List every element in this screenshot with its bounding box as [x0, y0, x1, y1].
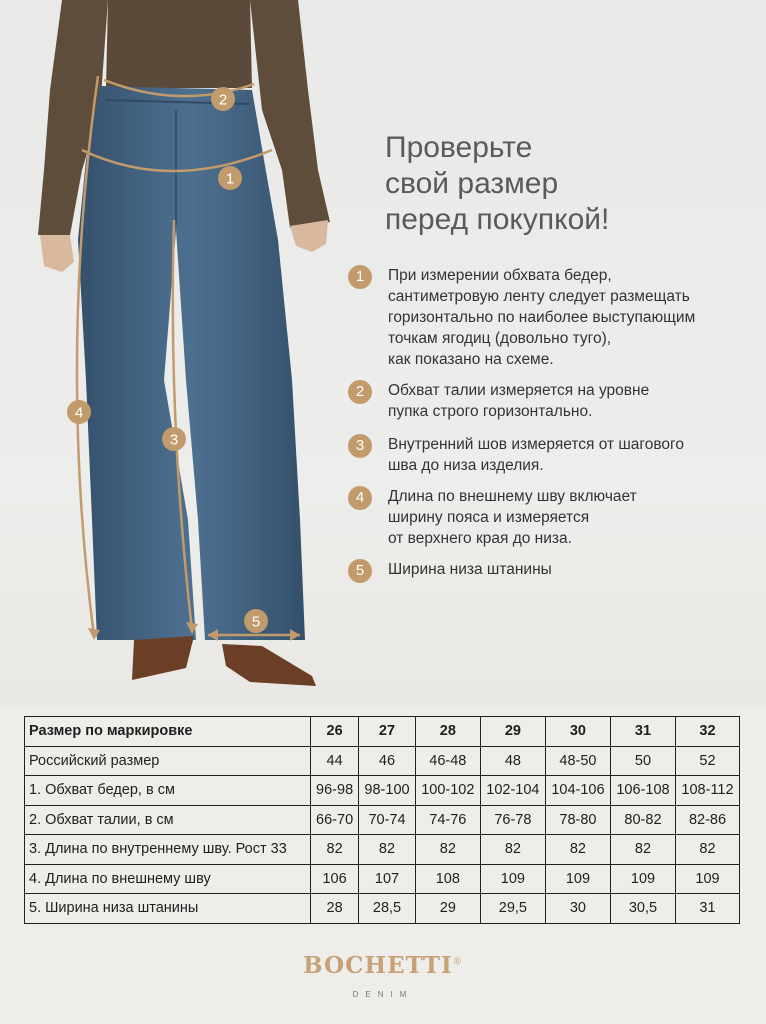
- marker-4: 4: [74, 404, 84, 422]
- table-row: [25, 835, 740, 865]
- note-number: 3: [348, 434, 372, 458]
- table-header-row: [25, 717, 740, 747]
- table-cell: 28: [311, 894, 359, 924]
- marker-3: 3: [169, 431, 179, 449]
- table-cell: 108-112: [676, 776, 740, 806]
- table-row: [25, 805, 740, 835]
- marker-2: 2: [218, 91, 228, 109]
- table-cell: 109: [676, 864, 740, 894]
- table-cell: 109: [480, 864, 545, 894]
- table-cell: 46: [359, 746, 416, 776]
- note-text: Ширина низа штанины: [388, 561, 552, 578]
- note-text: Длина по внешнему шву включает ширину пояса и измеряется от верхнего края до низа.: [388, 488, 637, 547]
- note-4: [348, 486, 758, 549]
- sweater: [106, 0, 252, 88]
- table-header-cell: 31: [610, 717, 675, 747]
- table-cell: 74-76: [415, 805, 480, 835]
- note-1: [348, 265, 758, 370]
- table-cell: 5. Ширина низа штанины: [25, 894, 311, 924]
- table-cell: 106-108: [610, 776, 675, 806]
- table-cell: 100-102: [415, 776, 480, 806]
- table-cell: 66-70: [311, 805, 359, 835]
- table-cell: 108: [415, 864, 480, 894]
- table-header-cell: 28: [415, 717, 480, 747]
- note-5: [348, 559, 758, 583]
- table-cell: 82: [480, 835, 545, 865]
- marker-5: 5: [251, 613, 261, 631]
- table-row: [25, 864, 740, 894]
- registered-mark: ®: [452, 957, 463, 968]
- measurement-notes: [348, 265, 758, 583]
- table-header-cell: 27: [359, 717, 416, 747]
- table-cell: 44: [311, 746, 359, 776]
- note-number: 4: [348, 486, 372, 510]
- table-header-cell: 32: [676, 717, 740, 747]
- headline-line-2: свой размер: [385, 167, 559, 200]
- table-row: [25, 746, 740, 776]
- table-cell: 82: [311, 835, 359, 865]
- table-cell: Российский размер: [25, 746, 311, 776]
- table-cell: 1. Обхват бедер, в см: [25, 776, 311, 806]
- brand-name: BOCHETTI: [303, 952, 453, 979]
- note-text: Внутренний шов измеряется от шагового шва до низа изделия.: [388, 436, 684, 474]
- table-cell: 29,5: [480, 894, 545, 924]
- note-number: 5: [348, 559, 372, 583]
- table-header-cell: Размер по маркировке: [25, 717, 311, 747]
- table-cell: 2. Обхват талии, в см: [25, 805, 311, 835]
- table-cell: 80-82: [610, 805, 675, 835]
- table-cell: 82: [545, 835, 610, 865]
- table-cell: 30,5: [610, 894, 675, 924]
- table-cell: 3. Длина по внутреннему шву. Рост 33: [25, 835, 311, 865]
- brand-subtitle: DENIM: [352, 990, 414, 999]
- table-cell: 82: [359, 835, 416, 865]
- table-cell: 82: [610, 835, 675, 865]
- note-text: При измерении обхвата бедер, сантиметровую ленту следует размещать горизонтально по наиболее выступающим точкам ягодиц (довольно туго), как показано на схеме.: [388, 267, 696, 368]
- table-cell: 46-48: [415, 746, 480, 776]
- table-cell: 52: [676, 746, 740, 776]
- table-cell: 82: [676, 835, 740, 865]
- note-text: Обхват талии измеряется на уровне пупка строго горизонтально.: [388, 382, 650, 420]
- table-cell: 98-100: [359, 776, 416, 806]
- table-cell: 31: [676, 894, 740, 924]
- headline-line-3: перед покупкой!: [385, 203, 610, 236]
- table-cell: 107: [359, 864, 416, 894]
- brand-logo: [0, 952, 766, 979]
- headline: [385, 130, 609, 238]
- left-boot: [132, 636, 194, 680]
- marker-1: 1: [225, 170, 235, 188]
- size-table: [24, 716, 740, 924]
- table-cell: 106: [311, 864, 359, 894]
- table-cell: 102-104: [480, 776, 545, 806]
- table-header-cell: 26: [311, 717, 359, 747]
- table-cell: 78-80: [545, 805, 610, 835]
- table-header-cell: 30: [545, 717, 610, 747]
- table-cell: 109: [610, 864, 675, 894]
- right-boot: [222, 644, 316, 686]
- table-row: [25, 894, 740, 924]
- note-number: 1: [348, 265, 372, 289]
- table-cell: 82: [415, 835, 480, 865]
- table-cell: 70-74: [359, 805, 416, 835]
- left-hand: [40, 235, 74, 272]
- table-cell: 50: [610, 746, 675, 776]
- table-row: [25, 776, 740, 806]
- note-3: [348, 434, 758, 476]
- note-number: 2: [348, 380, 372, 404]
- note-2: [348, 380, 758, 422]
- table-cell: 109: [545, 864, 610, 894]
- table-cell: 30: [545, 894, 610, 924]
- table-cell: 96-98: [311, 776, 359, 806]
- table-cell: 4. Длина по внешнему шву: [25, 864, 311, 894]
- table-header-cell: 29: [480, 717, 545, 747]
- table-cell: 28,5: [359, 894, 416, 924]
- table-cell: 82-86: [676, 805, 740, 835]
- table-cell: 48-50: [545, 746, 610, 776]
- table-cell: 29: [415, 894, 480, 924]
- table-cell: 48: [480, 746, 545, 776]
- table-cell: 76-78: [480, 805, 545, 835]
- table-cell: 104-106: [545, 776, 610, 806]
- headline-line-1: Проверьте: [385, 131, 533, 164]
